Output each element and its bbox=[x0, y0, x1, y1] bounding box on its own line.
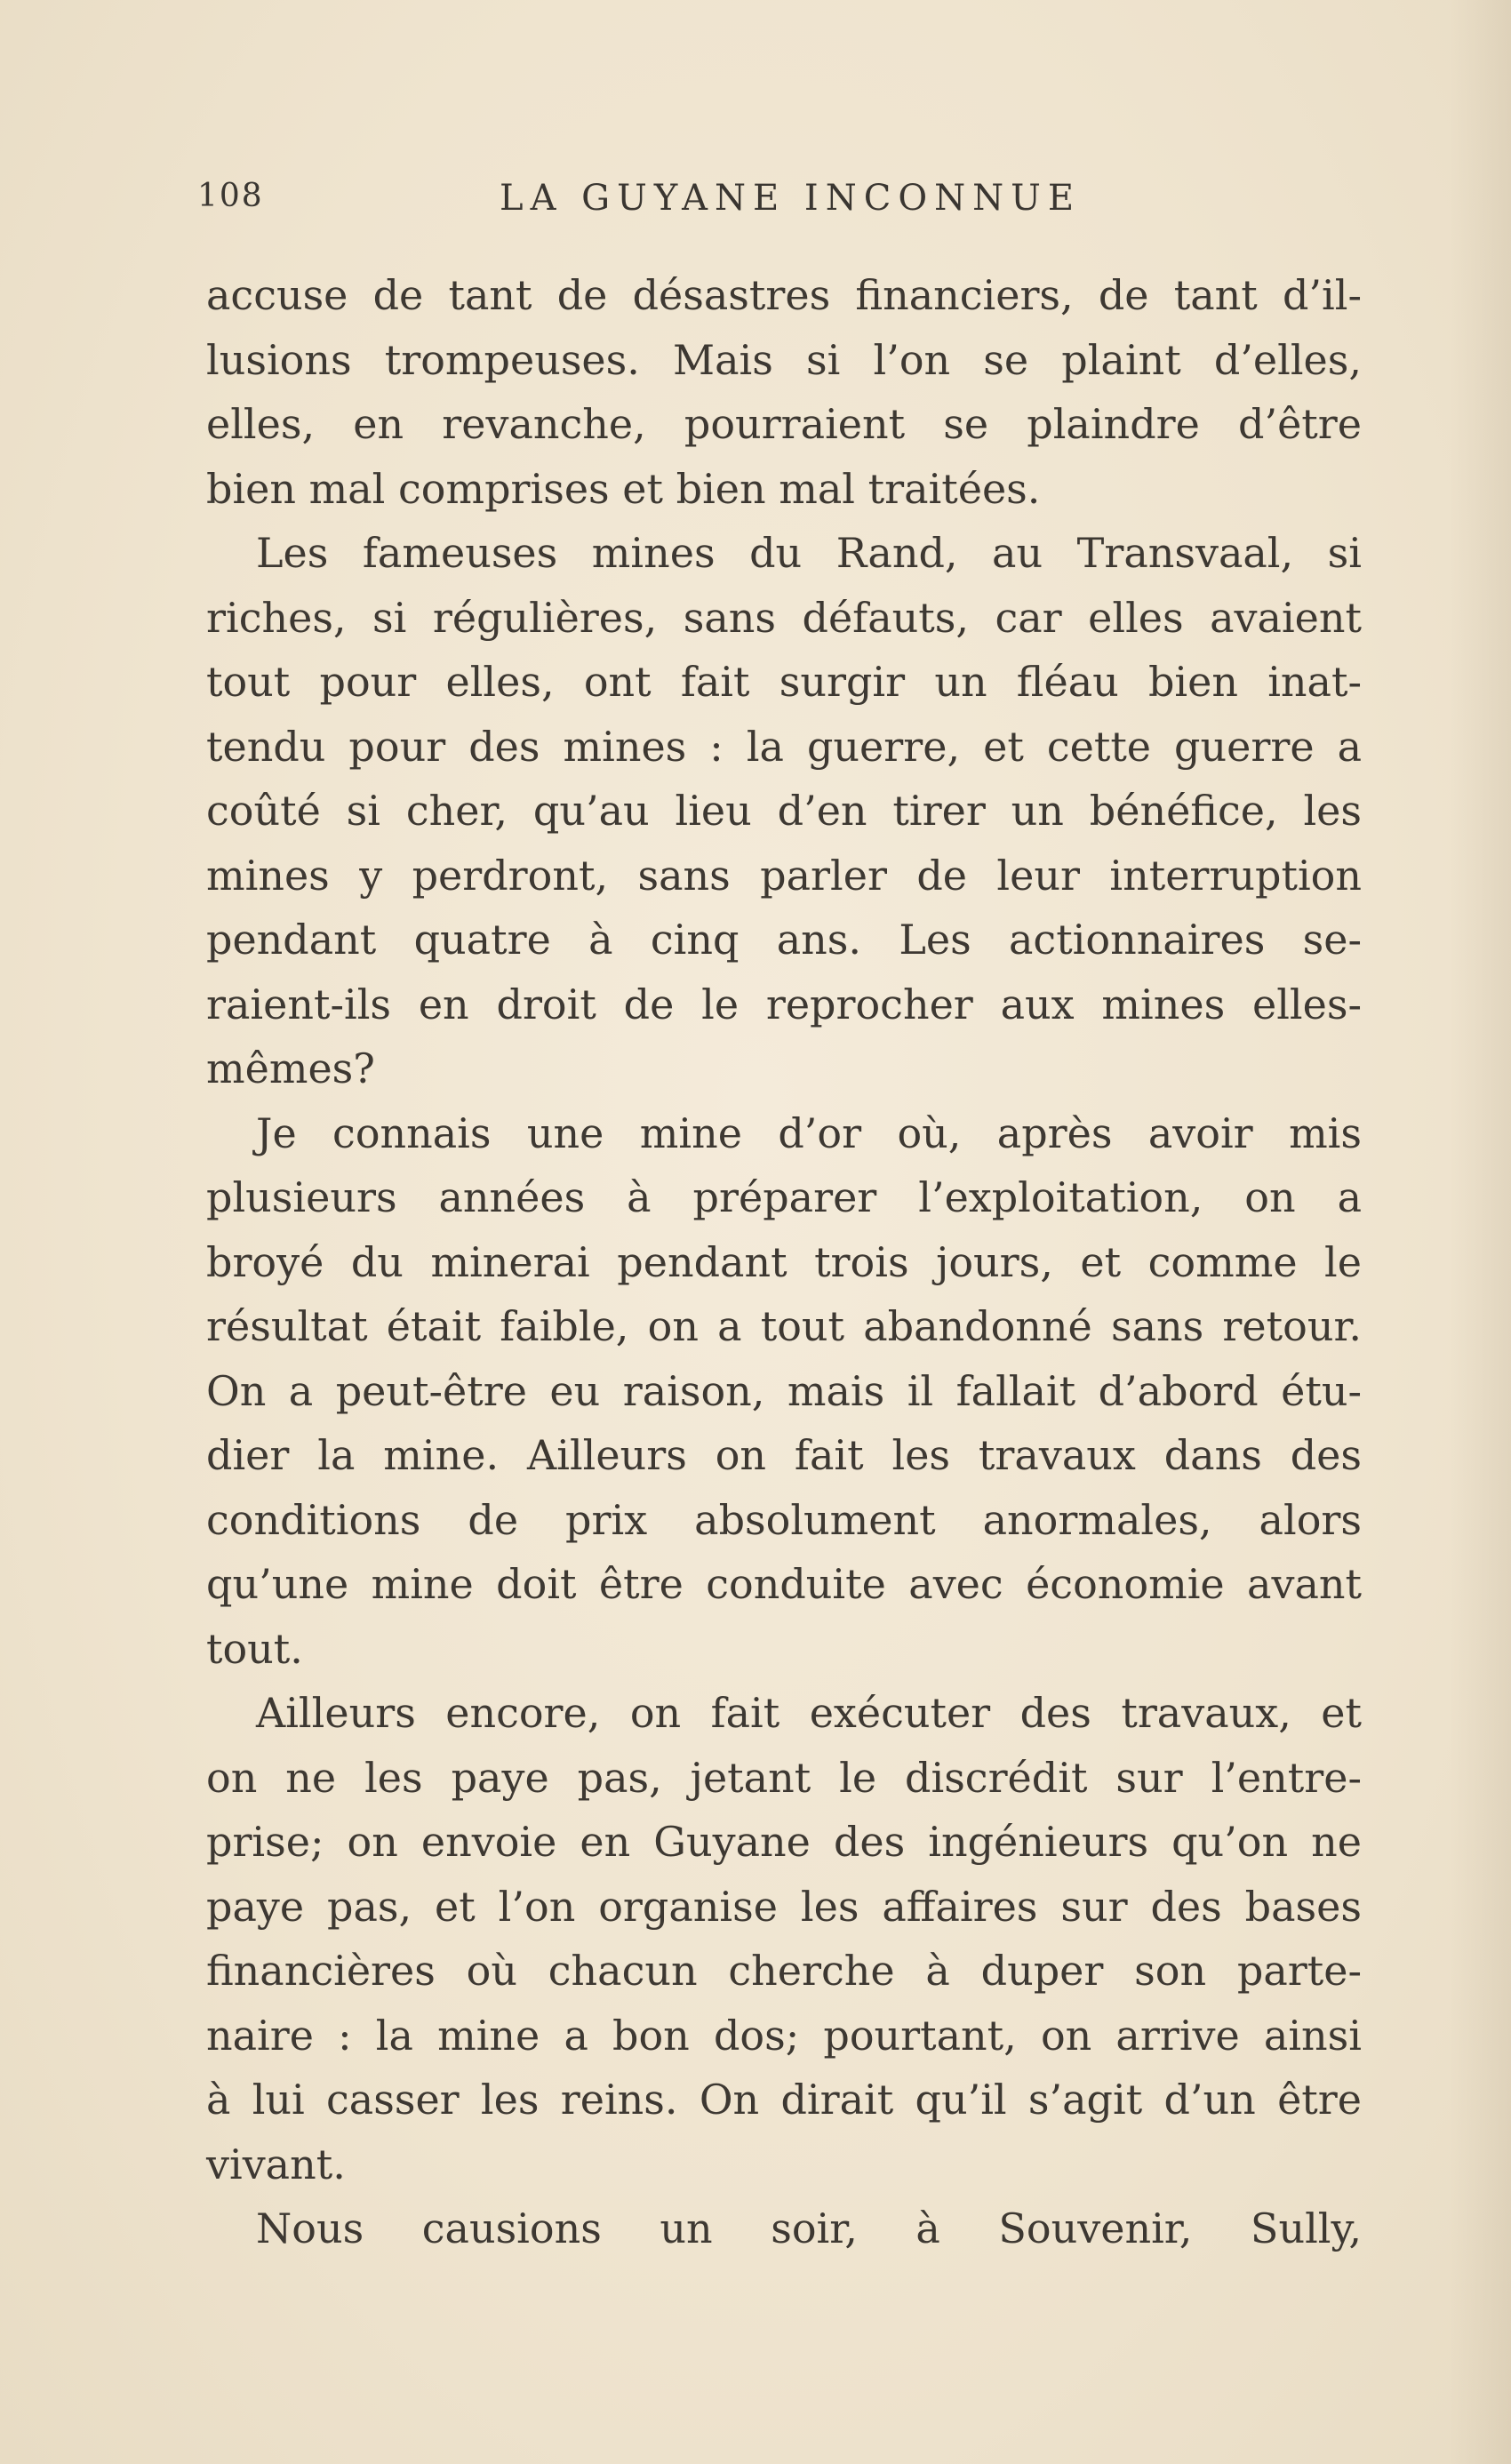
text-line: paye pas, et l’on organise les affaires sur des bases bbox=[206, 1882, 1362, 1931]
text-line: dier la mine. Ailleurs on fait les travaux dans des bbox=[206, 1431, 1362, 1479]
text-line: qu’une mine doit être conduite avec économie avant bbox=[206, 1560, 1362, 1608]
text-line: conditions de prix absolument anormales, alors bbox=[206, 1495, 1362, 1544]
text-line: prise; on envoie en Guyane des ingénieurs qu’on ne bbox=[206, 1818, 1362, 1866]
text-line: naire : la mine a bon dos; pourtant, on arrive ainsi bbox=[206, 2011, 1362, 2060]
text-line: on ne les paye pas, jetant le discrédit sur l’entre- bbox=[206, 1753, 1362, 1802]
text-line: vivant. bbox=[206, 2140, 346, 2188]
text-line: à lui casser les reins. On dirait qu’il s’agit d’un être bbox=[206, 2076, 1362, 2124]
text-line: financières où chacun cherche à duper son parte- bbox=[206, 1947, 1362, 1995]
body-text bbox=[206, 263, 1362, 2261]
text-line: accuse de tant de désastres financiers, de tant d’il- bbox=[206, 271, 1362, 319]
text-line: broyé du minerai pendant trois jours, et comme le bbox=[206, 1237, 1362, 1286]
text-line: coûté si cher, qu’au lieu d’en tirer un bénéfice, les bbox=[206, 787, 1362, 835]
text-line: tout pour elles, ont fait surgir un fléau bien inat- bbox=[206, 658, 1362, 706]
text-line: bien mal comprises et bien mal traitées. bbox=[206, 464, 1041, 513]
text-line: On a peut-être eu raison, mais il fallait d’abord étu- bbox=[206, 1366, 1362, 1415]
text-line: raient-ils en droit de le reprocher aux mines elles- bbox=[206, 980, 1362, 1028]
page-number: 108 bbox=[197, 178, 264, 214]
text-line: plusieurs années à préparer l’exploitation, on a bbox=[206, 1173, 1362, 1221]
text-line: tendu pour des mines : la guerre, et cette guerre a bbox=[206, 722, 1362, 771]
text-line: Les fameuses mines du Rand, au Transvaal, si bbox=[256, 529, 1362, 577]
running-head bbox=[197, 178, 1371, 231]
text-line: résultat était faible, on a tout abandonné sans retour. bbox=[206, 1302, 1362, 1350]
text-line: Je connais une mine d’or où, après avoir mis bbox=[256, 1108, 1362, 1157]
text-line: pendant quatre à cinq ans. Les actionnaires se- bbox=[206, 916, 1362, 964]
text-line: Nous causions un soir, à Souvenir, Sully, bbox=[256, 2204, 1362, 2252]
page-edge-shadow bbox=[1449, 0, 1511, 2464]
running-title: LA GUYANE INCONNUE bbox=[500, 178, 1082, 219]
text-line: Ailleurs encore, on fait exécuter des travaux, et bbox=[256, 1689, 1362, 1737]
text-line: lusions trompeuses. Mais si l’on se plaint d’elles, bbox=[206, 335, 1362, 384]
text-line: elles, en revanche, pourraient se plaindre d’être bbox=[206, 400, 1362, 448]
text-line: riches, si régulières, sans défauts, car elles avaient bbox=[206, 593, 1362, 642]
text-line: mêmes? bbox=[206, 1044, 375, 1092]
text-line: mines y perdront, sans parler de leur interruption bbox=[206, 851, 1362, 900]
text-line: tout. bbox=[206, 1624, 303, 1673]
